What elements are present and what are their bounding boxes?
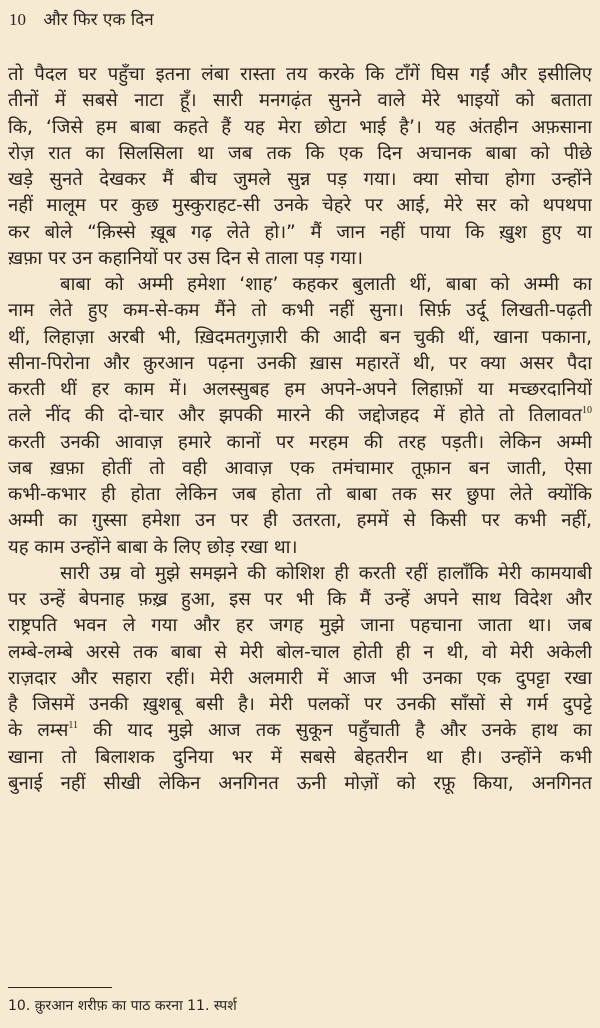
line-text: नाम लेते हुए कम-से-कम मैंने तो कभी नहीं सुना। सिर्फ़ उर्दू लिखती-पढ़ती: [8, 300, 592, 322]
text-line: [8, 88, 592, 114]
line-text: करती थीं हर काम में। अलस्सुबह हम अपने-अपने लिहाफ़ों या मच्छरदानियों: [8, 379, 592, 400]
line-text: ख़फ़ा पर उन कहानियों पर उस दिन से ताला पड़ गया।: [8, 247, 364, 269]
text-line: [8, 403, 592, 429]
footnote-divider: [8, 987, 112, 988]
text-line: [8, 430, 592, 456]
footnotes: 10. क़ुरआन शरीफ़ का पाठ करना 11. स्पर्श: [8, 998, 237, 1014]
line-text: सीना-पिरोना और क़ुरआन पढ़ना उनकी ख़ास महारतें थी, पर क्या असर पैदा: [8, 352, 592, 374]
line-text: बुनाई नहीं सीखी लेकिन अनगिनत ऊनी मोज़ों को रफ़ू किया, अनगिनत: [8, 772, 592, 794]
line-text: करती उनकी आवाज़ हमारे कानों पर मरहम की तरह पड़ती। लेकिन अम्मी: [8, 431, 592, 453]
text-line: [8, 561, 592, 587]
line-text: की याद मुझे आज तक सुकून पहुँचाती है और उनके हाथ का: [78, 720, 592, 742]
text-line: [8, 718, 592, 744]
line-text: राज़दार और सहारा रहीं। मेरी अलमारी में आज भी उनका एक दुपट्टा रखा: [8, 667, 592, 689]
text-line: [8, 482, 592, 508]
running-header: [9, 8, 154, 32]
body-text: [8, 62, 592, 797]
text-line: [8, 325, 592, 351]
text-line: [8, 298, 592, 324]
line-text: कर बोले “क़िस्से ख़ूब गढ़ लेते हो।” मैं जान नहीं पाया कि ख़ुश हुए या: [8, 221, 592, 243]
running-title: और फिर एक दिन: [43, 10, 154, 30]
text-line: [8, 535, 592, 561]
text-line: [8, 246, 592, 272]
line-text: रोज़ रात का सिलसिला था जब तक कि एक दिन अचानक बाबा को पीछे: [8, 142, 592, 164]
text-line: [8, 167, 592, 193]
line-text: लम्बे-लम्बे अरसे तक बाबा से मेरी बोल-चाल होती ही न थी, वो मेरी अकेली: [8, 641, 592, 663]
line-text: नहीं मालूम पर कुछ मुस्कुराहट-सी उनके चेहरे पर आई, मेरे सर को थपथपा: [8, 195, 592, 217]
line-text: है जिसमें उनकी ख़ुशबू बसी है। मेरी पलकों पर उनकी साँसों से गर्म दुपट्टे: [8, 694, 592, 715]
line-text: के लम्स: [8, 720, 69, 742]
footnote-marker: 10: [582, 405, 592, 417]
text-line: [8, 193, 592, 219]
text-line: [8, 272, 592, 298]
text-line: [8, 640, 592, 666]
text-line: [8, 508, 592, 534]
line-text: सारी उम्र वो मुझे समझने की कोशिश ही करती रहीं हालाँकि मेरी कामयाबी: [60, 562, 592, 584]
text-line: [8, 220, 592, 246]
text-line: [8, 587, 592, 613]
text-line: [8, 456, 592, 482]
footnote-marker: 11: [68, 720, 79, 732]
line-text: तले नींद की दो-चार और झपकी मारने की जद्दोजहद में होते तो तिलावत: [8, 405, 582, 427]
text-line: [8, 771, 592, 797]
line-text: तो पैदल घर पहुँचा इतना लंबा रास्ता तय करके कि टाँगें घिस गईं और इसीलिए: [8, 64, 592, 85]
line-text: यह काम उन्होंने बाबा के लिए छोड़ रखा था।: [8, 536, 298, 558]
text-line: [8, 377, 592, 403]
text-line: [8, 666, 592, 692]
line-text: बाबा को अम्मी हमेशा ‘शाह’ कहकर बुलाती थीं, बाबा को अम्मी का: [60, 274, 592, 295]
line-text: जब ख़फ़ा होतीं तो वही आवाज़ एक तमंचामार तूफ़ान बन जाती, ऐसा: [8, 457, 592, 479]
page-number: 10: [9, 10, 26, 29]
line-text: खड़े सुनते देखकर मैं बीच जुमले सुन्न पड़ गया। क्या सोचा होगा उन्होंने: [8, 169, 592, 190]
line-text: राष्ट्रपति भवन ले गया और हर जगह मुझे जाना पहचाना जाता था। जब: [8, 615, 592, 637]
text-line: [8, 62, 592, 88]
text-line: [8, 692, 592, 718]
text-line: [8, 351, 592, 377]
text-line: [8, 141, 592, 167]
line-text: कभी-कभार ही होता लेकिन जब होता तो बाबा तक सर छुपा लेते क्योंकि: [8, 484, 592, 505]
text-line: [8, 115, 592, 141]
line-text: अम्मी का ग़ुस्सा हमेशा उन पर ही उतरता, हममें से किसी पर कभी नहीं,: [8, 510, 592, 532]
line-text: तीनों में सबसे नाटा हूँ। सारी मनगढ़ंत सुनने वाले मेरे भाइयों को बताता: [8, 90, 592, 112]
line-text: कि, ‘जिसे हम बाबा कहते हैं यह मेरा छोटा भाई है’। यह अंतहीन अफ़साना: [8, 116, 592, 138]
text-line: [8, 745, 592, 771]
line-text: थीं, लिहाज़ा अरबी भी, ख़िदमतगुज़ारी की आदी बन चुकी थीं, खाना पकाना,: [8, 326, 592, 348]
text-line: [8, 613, 592, 639]
line-text: खाना तो बिलाशक दुनिया भर में सबसे बेहतरीन था ही। उन्होंने कभी: [8, 746, 592, 768]
line-text: पर उन्हें बेपनाह फ़ख़्र हुआ, इस पर भी कि मैं उन्हें अपने साथ विदेश और: [8, 589, 592, 610]
